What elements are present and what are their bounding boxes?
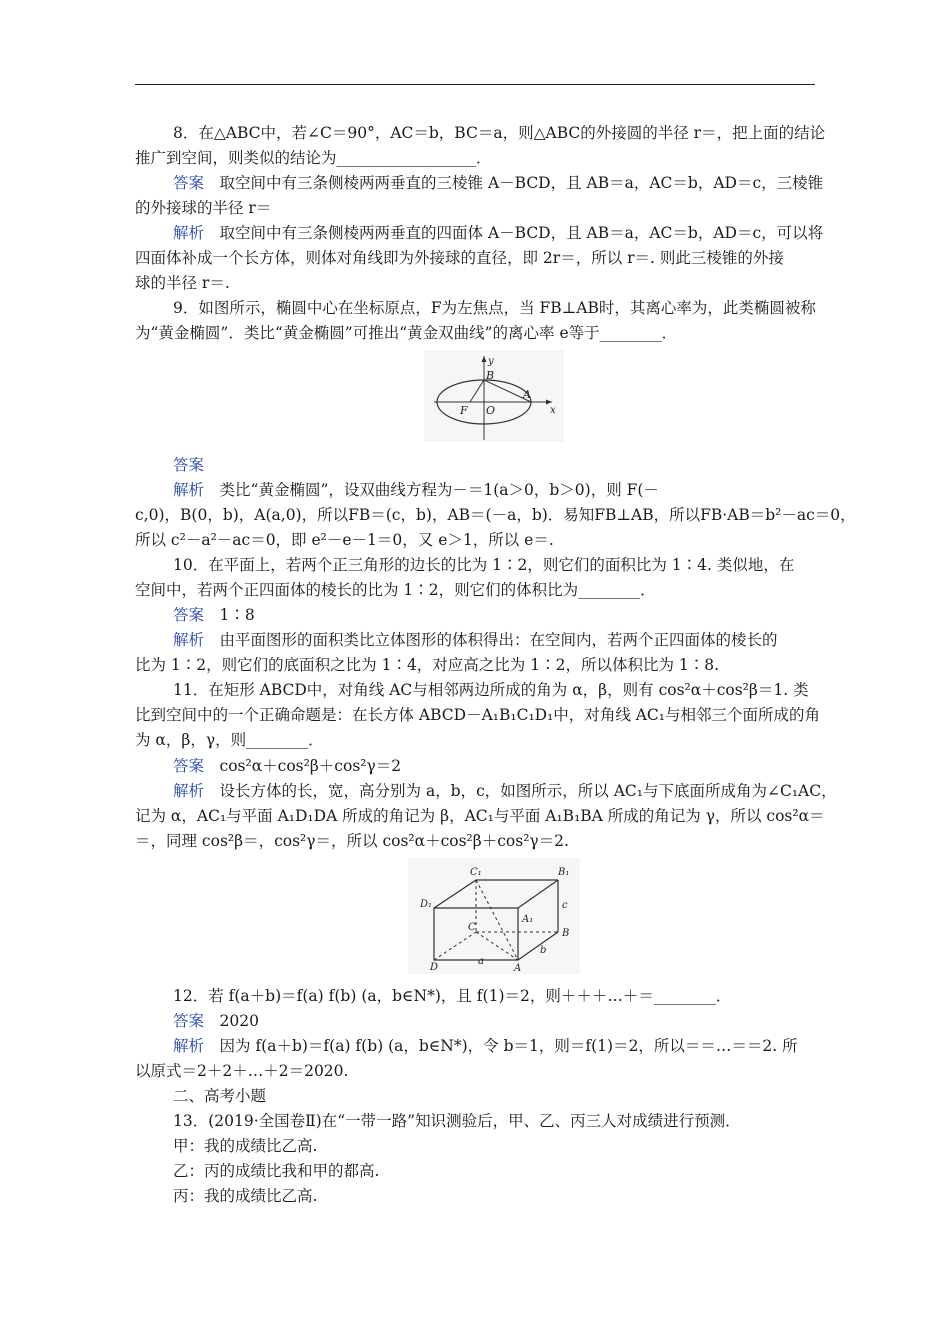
answer-label: 答案: [173, 174, 205, 192]
q12-answer: 答案 2020: [173, 1012, 259, 1030]
q12-line-1: 12．若 f(a＋b)＝f(a) f(b) (a，b∈N*)，且 f(1)＝2，则＋＋＋…＋＝________．: [173, 987, 732, 1005]
q13-line-1: 13．(2019·全国卷Ⅱ)在“一带一路”知识测验后，甲、乙、丙三人对成绩进行预测．: [173, 1112, 741, 1130]
q9-analysis-2: c,0)，B(0，b)，A(a,0)，所以FB＝(c，b)，AB＝(－a，b)．易知FB⊥AB，所以FB·AB＝b²－ac＝0，: [135, 506, 856, 524]
q9-answer: [173, 455, 204, 475]
point-A-label: A: [523, 388, 531, 401]
q11-analysis: 解析 设长方体的长，宽，高分别为 a，b，c，如图所示，所以 AC₁与下底面所成角为∠C₁AC，: [173, 782, 837, 800]
label-a: a: [478, 956, 484, 967]
answer-label: 答案: [173, 606, 205, 624]
analysis-label: 解析: [173, 224, 205, 242]
q11-analysis-3: ＝，同理 cos²β＝，cos²γ＝，所以 cos²α＋cos²β＋cos²γ＝2.: [135, 832, 569, 850]
q10-analysis-2: 比为 1∶2，则它们的底面积之比为 1∶4，对应高之比为 1∶2，所以体积比为 1∶8.: [135, 656, 720, 674]
point-O-label: O: [486, 404, 496, 417]
ellipse-figure: [424, 350, 564, 442]
point-B-label: B: [486, 369, 495, 382]
answer-label: 答案: [173, 456, 205, 474]
q10-analysis: 解析 由平面图形的面积类比立体图形的体积得出：在空间内，若两个正四面体的棱长的: [173, 631, 778, 649]
q10-line-2: 空间中，若两个正四面体的棱长的比为 1∶2，则它们的体积比为________．: [135, 581, 656, 599]
point-F-label: F: [460, 404, 468, 417]
q8-analysis-3: 球的半径 r＝.: [135, 274, 230, 292]
label-D: D: [430, 962, 439, 973]
axis-x-label: x: [550, 405, 556, 416]
label-C: C: [468, 922, 476, 933]
q8-analysis-2: 四面体补成一个长方体，则体对角线即为外接球的直径，即 2r＝，所以 r＝. 则此三棱锥的外接: [135, 249, 784, 267]
q10-answer: 答案 1∶8: [173, 606, 255, 624]
q8-analysis: 解析 取空间中有三条侧棱两两垂直的四面体 A－BCD，且 AB＝a，AC＝b，AD＝c，可以将: [173, 224, 824, 242]
analysis-label: 解析: [173, 782, 205, 800]
label-C1: C₁: [470, 867, 482, 878]
q12-analysis-2: 以原式＝2＋2＋…＋2＝2020.: [135, 1062, 349, 1080]
q13-bing: 丙：我的成绩比乙高.: [173, 1187, 318, 1205]
answer-label: 答案: [173, 757, 205, 775]
answer-label: 答案: [173, 1012, 205, 1030]
label-D1: D₁: [420, 899, 433, 910]
analysis-label: 解析: [173, 1037, 205, 1055]
label-B1: B₁: [558, 867, 570, 878]
q11-analysis-2: 记为 α，AC₁与平面 A₁D₁DA 所成的角记为 β，AC₁与平面 A₁B₁BA 所成的角记为 γ，所以 cos²α＝: [135, 807, 825, 825]
q8-line-2: 推广到空间，则类似的结论为__________________．: [135, 149, 492, 167]
q9-line-2: 为“黄金椭圆”．类比“黄金椭圆”可推出“黄金双曲线”的离心率 e等于________．: [135, 324, 678, 342]
q8-answer-2: 的外接球的半径 r＝: [135, 199, 272, 217]
q11-line-2: 比到空间中的一个正确命题是：在长方体 ABCD－A₁B₁C₁D₁中，对角线 AC₁与相邻三个面所成的角: [135, 706, 821, 724]
q9-analysis-3: 所以 c²－a²－ac＝0，即 e²－e－1＝0，又 e＞1，所以 e＝.: [135, 531, 554, 549]
q8-line-1: 8．在△ABC中，若∠C＝90°，AC＝b，BC＝a，则△ABC的外接圆的半径 r＝，把上面的结论: [173, 124, 826, 142]
top-rule: [135, 84, 815, 85]
label-A: A: [514, 963, 522, 974]
q11-line-1: 11．在矩形 ABCD中，对角线 AC与相邻两边所成的角为 α，β，则有 cos²α＋cos²β＝1. 类: [173, 681, 809, 699]
label-b: b: [540, 945, 547, 956]
q13-jia: 甲：我的成绩比乙高.: [173, 1137, 318, 1155]
label-B: B: [562, 928, 570, 939]
section-heading: 二、高考小题: [173, 1087, 267, 1105]
analysis-label: 解析: [173, 481, 205, 499]
analysis-label: 解析: [173, 631, 205, 649]
q10-line-1: 10．在平面上，若两个正三角形的边长的比为 1∶2，则它们的面积比为 1∶4. 类似地，在: [173, 556, 795, 574]
label-c: c: [562, 900, 568, 911]
axis-y-label: y: [488, 356, 494, 367]
q12-analysis: 解析 因为 f(a＋b)＝f(a) f(b) (a，b∈N*)，令 b＝1，则＝f(1)＝2，所以＝＝…＝＝2. 所: [173, 1037, 798, 1055]
cuboid-figure: [408, 858, 580, 974]
q9-line-1: 9．如图所示，椭圆中心在坐标原点，F为左焦点，当 FB⊥AB时，其离心率为，此类椭圆被称: [173, 299, 816, 317]
q11-answer: 答案 cos²α＋cos²β＋cos²γ＝2: [173, 757, 402, 775]
q13-yi: 乙：丙的成绩比我和甲的都高.: [173, 1162, 380, 1180]
label-A1: A₁: [522, 914, 534, 925]
q8-answer: 答案 取空间中有三条侧棱两两垂直的三棱锥 A－BCD，且 AB＝a，AC＝b，AD＝c，三棱锥: [173, 174, 824, 192]
q9-analysis: 解析 类比“黄金椭圆”，设双曲线方程为－＝1(a＞0，b＞0)，则 F(－: [173, 481, 659, 499]
q11-line-3: 为 α，β，γ，则________．: [135, 731, 324, 749]
